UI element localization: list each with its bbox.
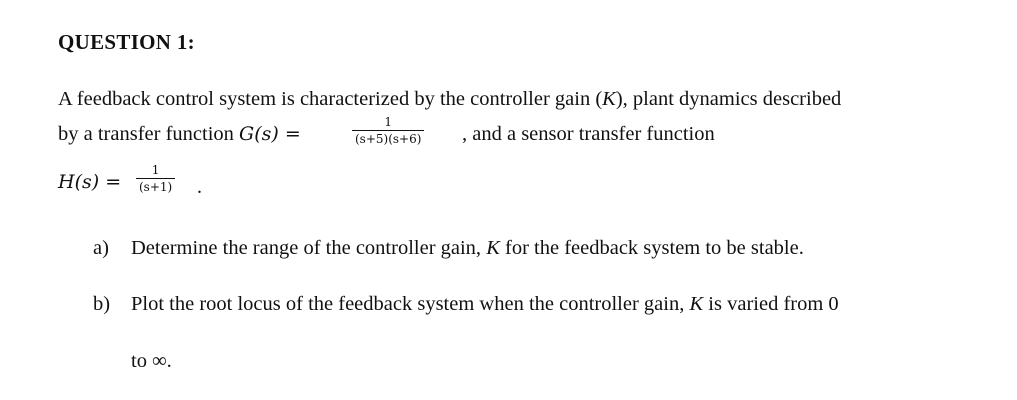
- sensor-tf-label: H(s): [58, 171, 100, 193]
- plant-tf-comma: ,: [462, 123, 468, 145]
- intro-text-1a: A feedback control system is characterized by the controller gain (: [58, 88, 603, 110]
- sensor-tf-equals: =: [99, 171, 122, 193]
- part-a-text-2: for the feedback system to be stable.: [499, 237, 804, 259]
- part-b-continuation: to ∞.: [131, 350, 172, 372]
- part-b-gain-symbol: K: [689, 293, 704, 315]
- gain-symbol: K: [602, 88, 616, 110]
- plant-tf-label: G(s): [239, 123, 279, 145]
- part-b-text: [131, 293, 839, 316]
- intro-text-1b: ), plant dynamics described: [615, 88, 842, 110]
- plant-tf-numerator: 1: [352, 116, 424, 131]
- intro-line-2: [58, 123, 301, 146]
- part-b-label: b): [93, 293, 111, 315]
- intro-text-2a: by a transfer function: [58, 123, 240, 145]
- intro-line-1: [58, 88, 841, 111]
- part-a-label: a): [93, 237, 109, 259]
- part-b-text-1: Plot the root locus of the feedback system when the controller gain,: [131, 293, 690, 315]
- part-a-gain-symbol: K: [486, 237, 500, 259]
- sensor-tf-denominator: (s+1): [139, 180, 173, 195]
- plant-tf-fraction: [352, 116, 424, 146]
- plant-tf-denominator: (s+5)(s+6): [355, 132, 422, 147]
- intro-line-2-end: [462, 123, 715, 146]
- sensor-tf-fraction: [136, 164, 175, 194]
- part-a-text: [131, 237, 804, 260]
- question-heading: QUESTION 1:: [58, 30, 195, 54]
- sensor-tf-period: .: [197, 176, 202, 198]
- part-a-text-1: Determine the range of the controller gain,: [131, 237, 487, 259]
- sensor-tf-numerator: 1: [136, 164, 175, 179]
- sensor-tf-label-line: [58, 171, 121, 194]
- intro-text-2b: and a sensor transfer function: [467, 123, 715, 145]
- part-b-text-2: is varied from 0: [703, 293, 839, 315]
- plant-tf-equals: =: [278, 123, 301, 145]
